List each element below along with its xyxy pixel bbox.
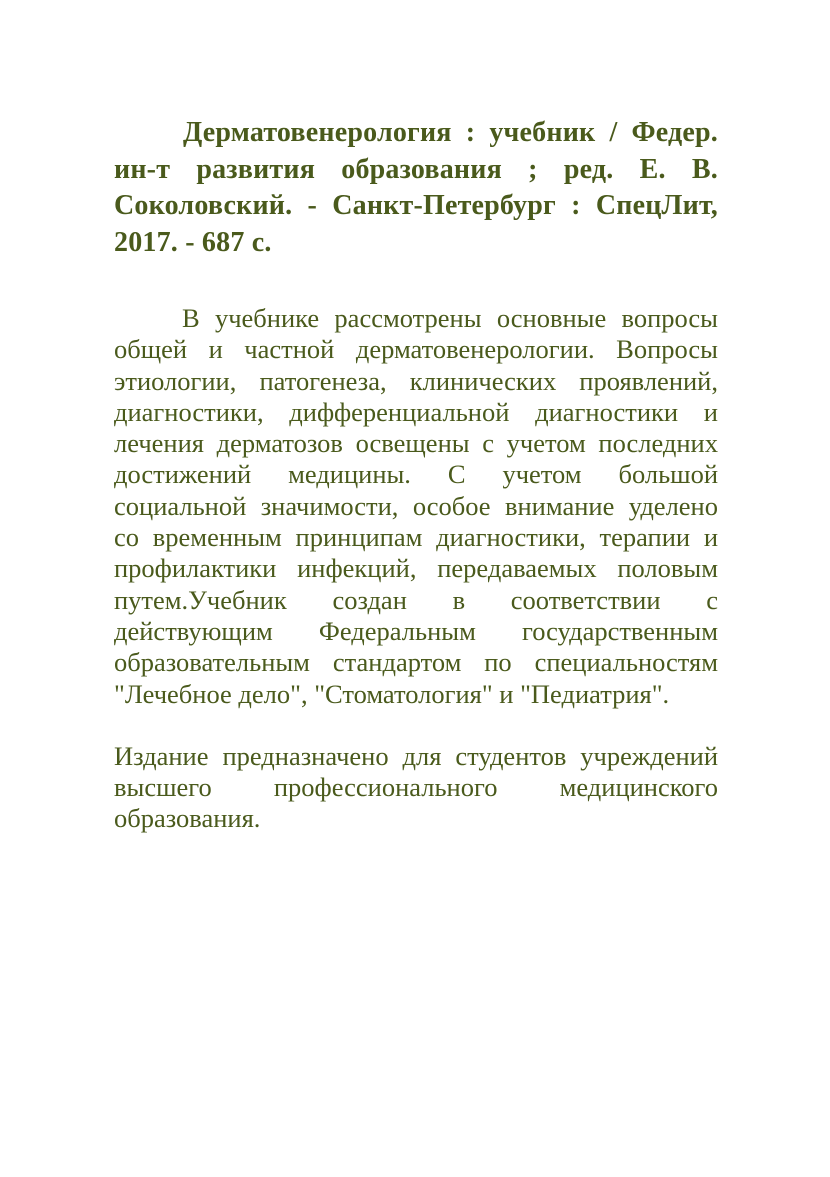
document-page <box>114 115 718 835</box>
book-abstract-paragraph: В учебнике рассмотрены основные вопросы общей и частной дерматовенерологии. Вопросы этиологии, патогенеза, клинических проявлений, диагностики, дифференциальной диагностики и лечения дерматозов освещены с учетом последних достижений медицины. С учетом большой социальной значимости, особое внимание уделено со временным принципам диагностики, терапии и профилактики инфекций, передаваемых половым путем.Учебник создан в соответствии с действующим Федеральным государственным образовательным стандартом по специальностям "Лечебное дело", "Стоматология" и "Педиатрия". <box>114 303 718 709</box>
book-citation-title: Дерматовенерология : учебник / Федер. ин-т развития образования ; ред. Е. В. Соколовский. - Санкт-Петербург : СпецЛит, 2017. - 687 с. <box>114 117 718 258</box>
intended-audience-paragraph: Издание предназначено для студентов учреждений высшего профессионального медицинского образования. <box>114 740 718 834</box>
